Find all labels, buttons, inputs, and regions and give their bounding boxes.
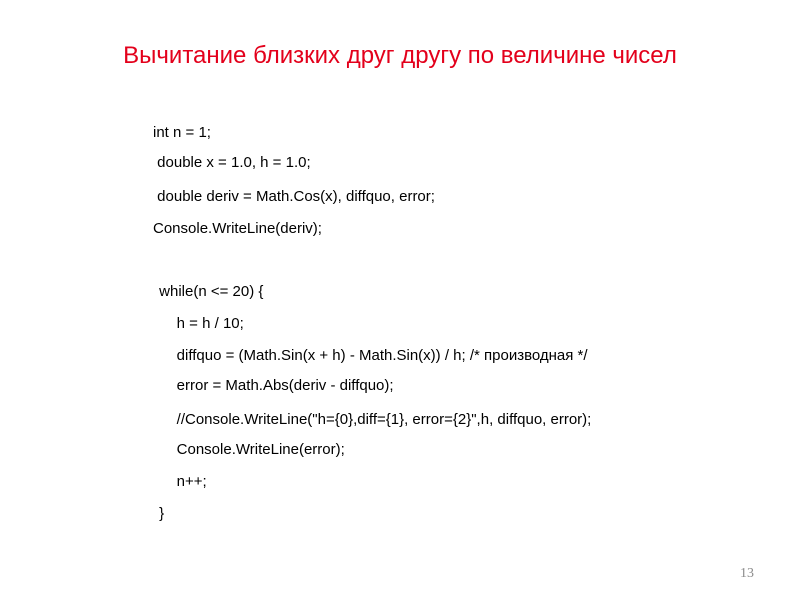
code-line: //Console.WriteLine("h={0},diff={1}, error={2}",h, diffquo, error);: [160, 411, 592, 428]
page-number: 13: [740, 566, 754, 581]
code-line: Console.WriteLine(deriv);: [153, 220, 322, 237]
code-line: h = h / 10;: [160, 315, 244, 332]
code-line: Console.WriteLine(error);: [160, 441, 345, 458]
code-line: n++;: [160, 473, 207, 490]
slide-title: Вычитание близких друг другу по величине чисел: [123, 42, 677, 69]
code-line: int n = 1;: [153, 124, 211, 141]
code-line: }: [155, 505, 165, 522]
code-line: double deriv = Math.Cos(x), diffquo, error;: [153, 188, 435, 205]
code-line: error = Math.Abs(deriv - diffquo);: [160, 377, 394, 394]
code-line: diffquo = (Math.Sin(x + h) - Math.Sin(x)) / h; /* производная */: [160, 347, 588, 364]
code-line: double x = 1.0, h = 1.0;: [153, 154, 311, 171]
code-line: while(n <= 20) {: [155, 283, 264, 300]
